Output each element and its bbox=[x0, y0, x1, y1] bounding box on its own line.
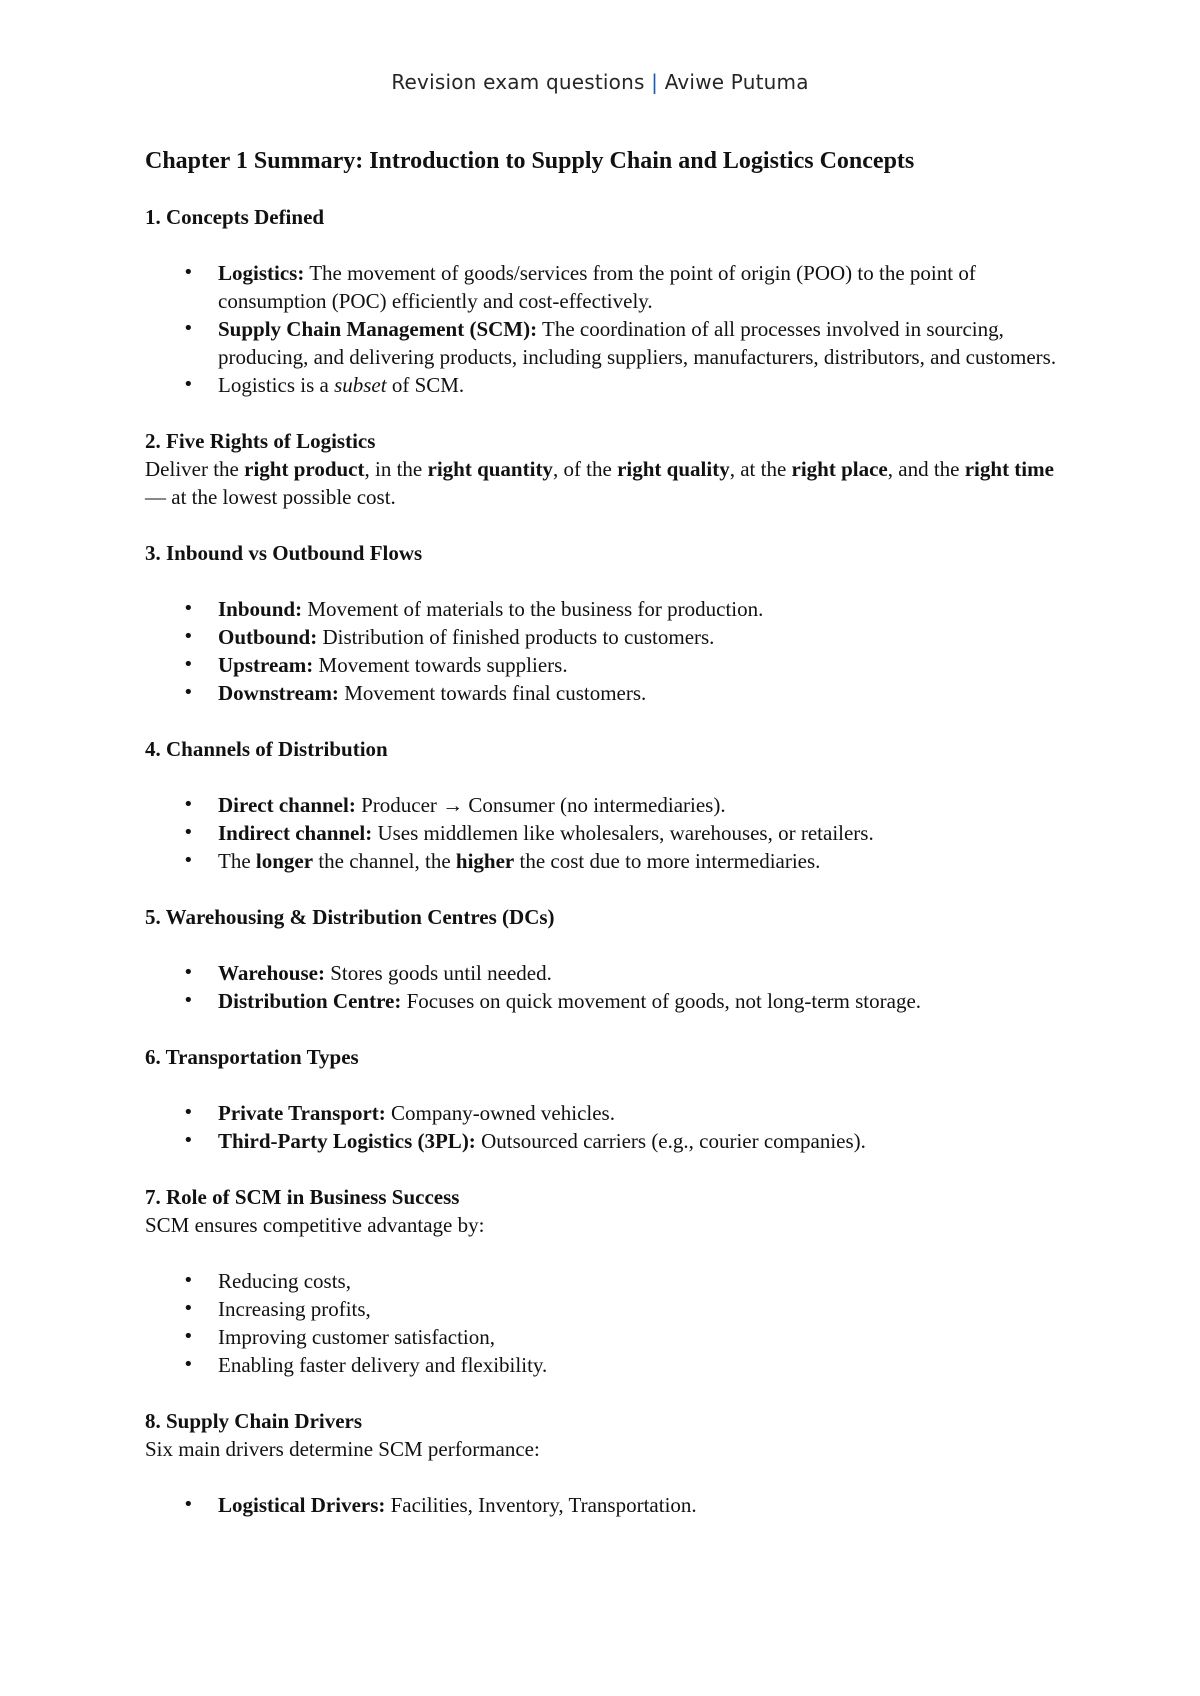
text-run: Deliver the bbox=[145, 457, 245, 481]
text-run: Logistics is a bbox=[218, 373, 335, 397]
section-title: 7. Role of SCM in Business Success bbox=[145, 1185, 460, 1209]
bold-run: higher bbox=[455, 849, 515, 873]
list-item bbox=[218, 1099, 1065, 1127]
definition: Movement of materials to the business for production. bbox=[302, 597, 764, 621]
definition: Distribution of finished products to customers. bbox=[317, 625, 715, 649]
list-item: • Reducing costs, bbox=[218, 1267, 1065, 1295]
text-run: the channel, the bbox=[313, 849, 456, 873]
term: Upstream: bbox=[218, 653, 314, 677]
bullet-list bbox=[145, 1491, 1065, 1519]
bullet-list bbox=[145, 1267, 1065, 1379]
list-item bbox=[218, 819, 1065, 847]
list-item bbox=[218, 1127, 1065, 1155]
term: Warehouse: bbox=[218, 961, 325, 985]
bold-run: right quantity bbox=[427, 457, 553, 481]
term: Indirect channel: bbox=[218, 821, 373, 845]
term: Logistical Drivers: bbox=[218, 1493, 386, 1517]
definition: Focuses on quick movement of goods, not long-term storage. bbox=[401, 989, 922, 1013]
section-title: 5. Warehousing & Distribution Centres (DCs) bbox=[145, 905, 555, 929]
term: Distribution Centre: bbox=[218, 989, 402, 1013]
section-title: 4. Channels of Distribution bbox=[145, 737, 388, 761]
text-run: the cost due to more intermediaries. bbox=[514, 849, 821, 873]
section-title: 1. Concepts Defined bbox=[145, 205, 325, 229]
list-item bbox=[218, 595, 1065, 623]
document-body bbox=[145, 145, 1065, 1547]
list-item bbox=[218, 959, 1065, 987]
bold-run: right place bbox=[791, 457, 888, 481]
paragraph: Six main drivers determine SCM performance: bbox=[145, 1437, 540, 1461]
text-run: — at the lowest possible cost. bbox=[145, 485, 396, 509]
definition: Movement towards suppliers. bbox=[313, 653, 568, 677]
text-run: , at the bbox=[729, 457, 792, 481]
term: Logistics: bbox=[218, 261, 305, 285]
bullet-list bbox=[145, 1099, 1065, 1155]
definition: Facilities, Inventory, Transportation. bbox=[385, 1493, 697, 1517]
list-item bbox=[218, 651, 1065, 679]
definition: Uses middlemen like wholesalers, warehouses, or retailers. bbox=[372, 821, 874, 845]
list-item bbox=[218, 679, 1065, 707]
bullet-list bbox=[145, 259, 1065, 399]
bold-run: right quality bbox=[617, 457, 730, 481]
section-inbound-outbound bbox=[145, 539, 1065, 707]
bullet-list bbox=[145, 791, 1065, 875]
bullet-list bbox=[145, 595, 1065, 707]
list-item: • Increasing profits, bbox=[218, 1295, 1065, 1323]
definition: Movement towards final customers. bbox=[338, 681, 647, 705]
definition: The coordination of all processes involved in sourcing, producing, and delivering products, including suppliers, manufacturers, distributors, and customers. bbox=[218, 317, 1057, 369]
list-item bbox=[218, 847, 1065, 875]
list-item: • Enabling faster delivery and flexibility. bbox=[218, 1351, 1065, 1379]
text-run: , of the bbox=[552, 457, 618, 481]
text-run: of SCM. bbox=[386, 373, 465, 397]
section-title: 3. Inbound vs Outbound Flows bbox=[145, 541, 423, 565]
header-separator: | bbox=[651, 70, 659, 94]
header-left: Revision exam questions bbox=[391, 70, 645, 94]
paragraph: SCM ensures competitive advantage by: bbox=[145, 1213, 485, 1237]
section-five-rights bbox=[145, 427, 1065, 511]
section-drivers bbox=[145, 1407, 1065, 1519]
bold-run: right product bbox=[244, 457, 365, 481]
list-item bbox=[218, 987, 1065, 1015]
emphasis: subset bbox=[334, 373, 387, 397]
term: Private Transport: bbox=[218, 1101, 386, 1125]
section-channels bbox=[145, 735, 1065, 875]
bullet-list bbox=[145, 959, 1065, 1015]
definition: Company-owned vehicles. bbox=[385, 1101, 615, 1125]
definition: The movement of goods/services from the point of origin (POO) to the point of consumption (POC) efficiently and cost-effectively. bbox=[218, 261, 976, 313]
page-header bbox=[0, 68, 1200, 96]
section-title: 6. Transportation Types bbox=[145, 1045, 359, 1069]
section-role-of-scm bbox=[145, 1183, 1065, 1379]
text-run: , in the bbox=[364, 457, 428, 481]
definition: Stores goods until needed. bbox=[324, 961, 552, 985]
term: Third-Party Logistics (3PL): bbox=[218, 1129, 476, 1153]
section-title: 2. Five Rights of Logistics bbox=[145, 429, 376, 453]
text-run: The bbox=[218, 849, 256, 873]
list-item: • Improving customer satisfaction, bbox=[218, 1323, 1065, 1351]
list-item bbox=[218, 791, 1065, 819]
list-item bbox=[218, 371, 1065, 399]
list-item bbox=[218, 259, 1065, 315]
header-right: Aviwe Putuma bbox=[664, 70, 809, 94]
definition: Producer → Consumer (no intermediaries). bbox=[355, 793, 726, 817]
section-title: 8. Supply Chain Drivers bbox=[145, 1409, 363, 1433]
list-item bbox=[218, 623, 1065, 651]
term: Supply Chain Management (SCM): bbox=[218, 317, 538, 341]
section-transportation bbox=[145, 1043, 1065, 1155]
page-title: Chapter 1 Summary: Introduction to Supply Chain and Logistics Concepts bbox=[145, 148, 915, 174]
term: Outbound: bbox=[218, 625, 318, 649]
section-warehousing bbox=[145, 903, 1065, 1015]
text-run: , and the bbox=[887, 457, 965, 481]
term: Downstream: bbox=[218, 681, 339, 705]
bold-run: right time bbox=[964, 457, 1054, 481]
list-item bbox=[218, 315, 1065, 371]
bold-run: longer bbox=[255, 849, 314, 873]
term: Inbound: bbox=[218, 597, 303, 621]
term: Direct channel: bbox=[218, 793, 356, 817]
list-item bbox=[218, 1491, 1065, 1519]
definition: Outsourced carriers (e.g., courier companies). bbox=[475, 1129, 866, 1153]
paragraph bbox=[145, 455, 1065, 511]
section-concepts-defined bbox=[145, 203, 1065, 399]
